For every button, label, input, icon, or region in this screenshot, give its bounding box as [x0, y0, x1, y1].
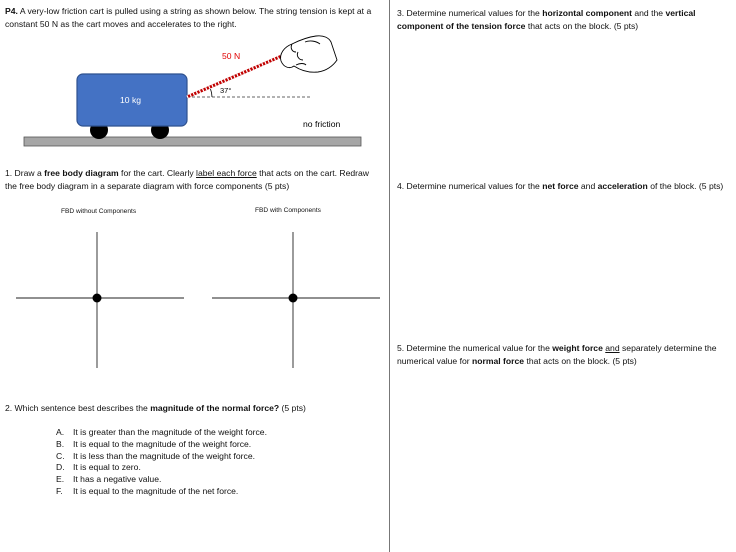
choice-f[interactable]: [56, 486, 267, 498]
q2-choices: [56, 427, 267, 498]
problem-label: P4.: [5, 6, 18, 16]
choice-b[interactable]: [56, 439, 267, 451]
q5-text-pre: 5. Determine the numerical value for the: [397, 343, 553, 353]
fbd-left-origin-dot: [93, 294, 102, 303]
q1-text-post: that acts on the cart. Redraw the free body diagram in a separate diagram with force components (5 pts): [5, 168, 369, 191]
q5-text-post: that acts on the block. (5 pts): [524, 355, 637, 366]
fbd-right-origin-dot: [289, 294, 298, 303]
q4-text-pre: 4. Determine numerical values for the: [397, 181, 543, 191]
cart-mass-label: 10 kg: [120, 95, 142, 105]
choice-c[interactable]: [56, 451, 267, 463]
choice-e[interactable]: [56, 474, 267, 486]
q2-text-pre: 2. Which sentence best describes the: [5, 403, 151, 413]
angle-arc: [211, 89, 213, 97]
q4-text-bold-2: acceleration: [597, 181, 648, 191]
question-5: [397, 342, 727, 367]
choice-letter: F.: [56, 485, 63, 496]
surface-label: no friction: [303, 119, 341, 129]
choice-letter: D.: [56, 462, 65, 473]
q4-text-post: of the block. (5 pts): [647, 181, 724, 191]
tension-label: 50 N: [222, 51, 241, 61]
choice-text: It is equal to the magnitude of the weight force.: [73, 438, 252, 449]
q5-text-underline: and: [605, 343, 620, 353]
q3-text-pre: 3. Determine numerical values for the: [397, 8, 543, 18]
ground-surface: [24, 137, 361, 146]
q4-text-mid: and: [578, 181, 598, 191]
choice-text: It is greater than the magnitude of the weight force.: [73, 427, 267, 437]
choice-letter: A.: [56, 427, 65, 437]
q1-text-bold: free body diagram: [44, 168, 119, 178]
q5-text-bold-1: weight force: [552, 343, 603, 353]
fbd-left-title: FBD without Components: [61, 208, 137, 215]
column-divider: [389, 0, 390, 552]
q5-text-bold-2: normal force: [472, 355, 525, 366]
q1-text-mid: for the cart. Clearly: [118, 168, 197, 178]
choice-d[interactable]: [56, 462, 267, 474]
question-2: [5, 402, 377, 415]
hand-icon: [281, 36, 337, 72]
q2-text-post: (5 pts): [279, 403, 306, 413]
choice-text: It is equal to zero.: [73, 462, 141, 473]
question-1: [5, 167, 377, 192]
q3-text-bold-1: horizontal component: [542, 8, 632, 18]
problem-intro-text: A very-low friction cart is pulled using a string as shown below. The string tension is kept at a constant 50 N as the cart moves and accelerates to the right.: [5, 6, 372, 29]
choice-a[interactable]: [56, 427, 267, 439]
choice-text: It is equal to the magnitude of the net force.: [73, 485, 239, 496]
q4-text-bold-1: net force: [542, 181, 579, 191]
fbd-right-axes: [212, 230, 382, 370]
problem-intro: [5, 5, 383, 30]
q3-text-post: that acts on the block. (5 pts): [525, 20, 639, 31]
string-rope: [187, 55, 284, 97]
choice-letter: E.: [56, 474, 65, 485]
choice-text: It is less than the magnitude of the weight force.: [73, 450, 256, 461]
fbd-left-axes: [16, 230, 186, 370]
q1-text-underline: label each force: [196, 168, 257, 178]
cart-figure: [0, 30, 389, 150]
q3-text-bold-2: vertical component of the tension force: [397, 8, 696, 31]
question-4: [397, 180, 732, 193]
angle-label: 37°: [220, 86, 232, 95]
fbd-right-title: FBD with Components: [255, 207, 321, 214]
choice-letter: C.: [56, 450, 65, 461]
choice-text: It has a negative value.: [73, 474, 162, 485]
choice-letter: B.: [56, 438, 65, 449]
q5-text-mid: separately determine the numerical value for: [397, 343, 717, 366]
q2-text-bold: magnitude of the normal force?: [150, 403, 280, 413]
question-3: [397, 7, 727, 32]
q1-text-pre: 1. Draw a: [5, 168, 45, 178]
q3-text-mid: and the: [631, 8, 666, 18]
